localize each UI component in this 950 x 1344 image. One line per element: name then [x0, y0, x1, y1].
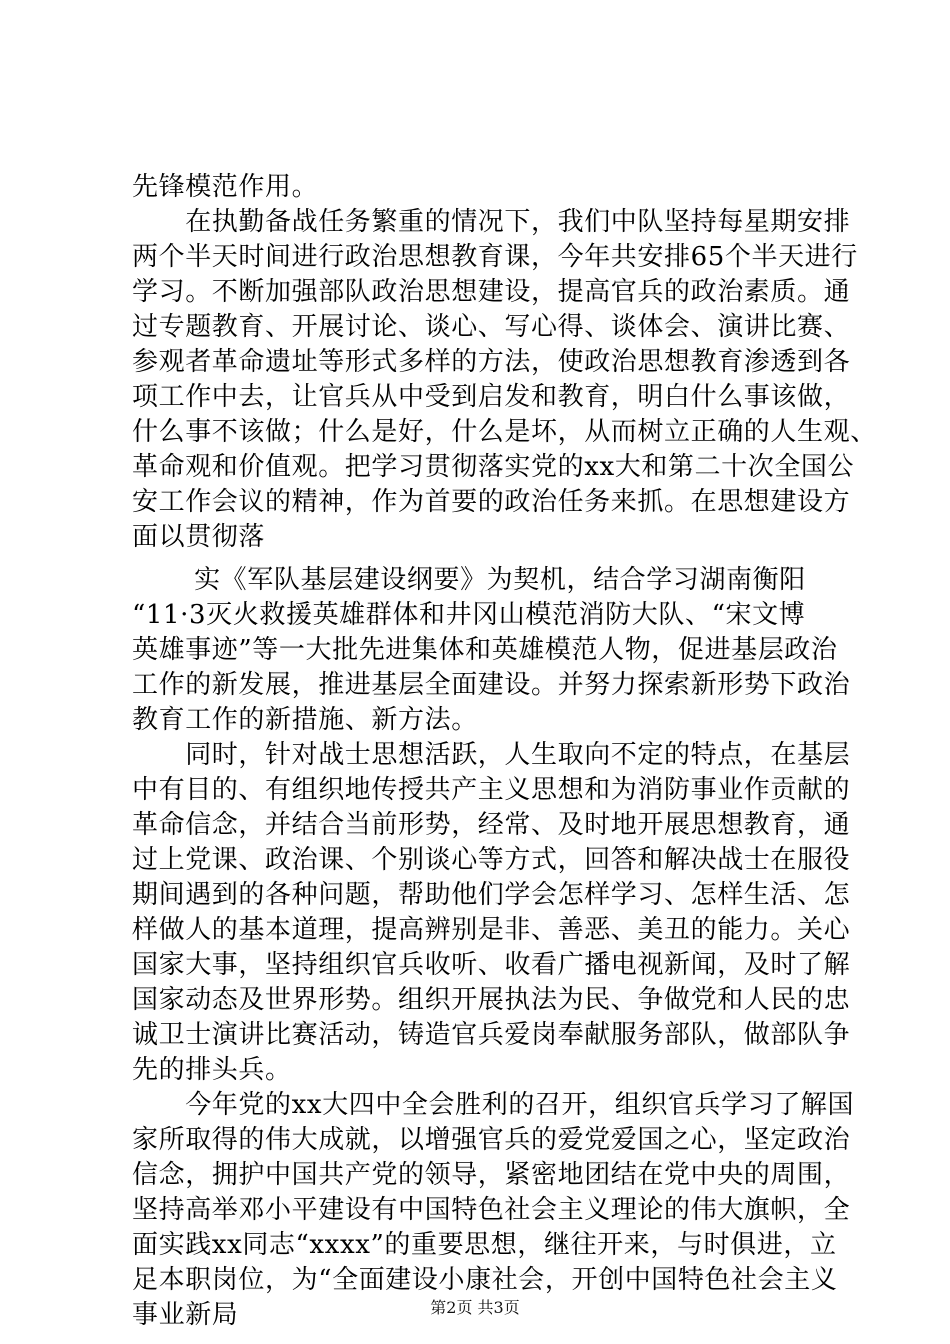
body-text-line: 信念，拥护中国共产党的领导，紧密地团结在党中央的周围，: [132, 1160, 851, 1190]
body-text-line: 革命观和价值观。把学习贯彻落实党的xx大和第二十次全国公: [132, 452, 855, 482]
body-text-line: 在执勤备战任务繁重的情况下，我们中队坚持每星期安排: [132, 207, 851, 237]
body-text-line: 过上党课、政治课、个别谈心等方式，回答和解决战士在服役: [132, 845, 851, 875]
body-text-line: 国家大事，坚持组织官兵收听、收看广播电视新闻，及时了解: [132, 950, 851, 980]
body-text-line: 项工作中去，让官兵从中受到启发和教育，明白什么事该做，: [132, 382, 851, 412]
body-text-line: 事业新局: [132, 1300, 239, 1330]
body-text-line: 今年党的xx大四中全会胜利的召开，组织官兵学习了解国: [132, 1090, 855, 1120]
body-text-line: 两个半天时间进行政治思想教育课，今年共安排65个半天进行: [132, 242, 858, 272]
body-text-line: 同时，针对战士思想活跃，人生取向不定的特点，在基层: [132, 740, 851, 770]
body-text-line: 期间遇到的各种问题，帮助他们学会怎样学习、怎样生活、怎: [132, 880, 851, 910]
body-text-line: 面实践xx同志“xxxx”的重要思想，继往开来，与时俱进，立: [132, 1230, 837, 1260]
body-text-line: 工作的新发展，推进基层全面建设。并努力探索新形势下政治: [132, 670, 851, 700]
body-text-line: 实《军队基层建设纲要》为契机，结合学习湖南衡阳: [132, 565, 806, 595]
body-text-line: 革命信念，并结合当前形势，经常、及时地开展思想教育，通: [132, 810, 851, 840]
body-text-line: 中有目的、有组织地传授共产主义思想和为消防事业作贡献的: [132, 775, 851, 805]
body-text-line: 先的排头兵。: [132, 1055, 292, 1085]
body-text-line: 英雄事迹”等一大批先进集体和英雄模范人物，促进基层政治: [132, 635, 838, 665]
body-text-line: 先锋模范作用。: [132, 172, 319, 202]
body-text-line: 足本职岗位，为“全面建设小康社会，开创中国特色社会主义: [132, 1265, 838, 1295]
body-text-line: 什么事不该做；什么是好，什么是坏，从而树立正确的人生观、: [132, 417, 877, 447]
body-text-line: 样做人的基本道理，提高辨别是非、善恶、美丑的能力。关心: [132, 915, 851, 945]
body-text-line: 安工作会议的精神，作为首要的政治任务来抓。在思想建设方: [132, 487, 851, 517]
body-text-line: 坚持高举邓小平建设有中国特色社会主义理论的伟大旗帜，全: [132, 1195, 851, 1225]
page-number-footer: 第2页 共3页: [430, 1298, 520, 1317]
body-text-line: 面以贯彻落: [132, 522, 266, 552]
body-text-line: 学习。不断加强部队政治思想建设，提高官兵的政治素质。通: [132, 277, 851, 307]
body-text-line: 诚卫士演讲比赛活动，铸造官兵爱岗奉献服务部队，做部队争: [132, 1020, 851, 1050]
body-text-line: “11·3灭火救援英雄群体和井冈山模范消防大队、“宋文博: [132, 600, 806, 630]
body-text-line: 参观者革命遗址等形式多样的方法，使政治思想教育渗透到各: [132, 347, 851, 377]
body-text-line: 家所取得的伟大成就，以增强官兵的爱党爱国之心，坚定政治: [132, 1125, 851, 1155]
body-text-line: 教育工作的新措施、新方法。: [132, 705, 478, 735]
body-text-line: 国家动态及世界形势。组织开展执法为民、争做党和人民的忠: [132, 985, 851, 1015]
body-text-line: 过专题教育、开展讨论、谈心、写心得、谈体会、演讲比赛、: [132, 312, 851, 342]
